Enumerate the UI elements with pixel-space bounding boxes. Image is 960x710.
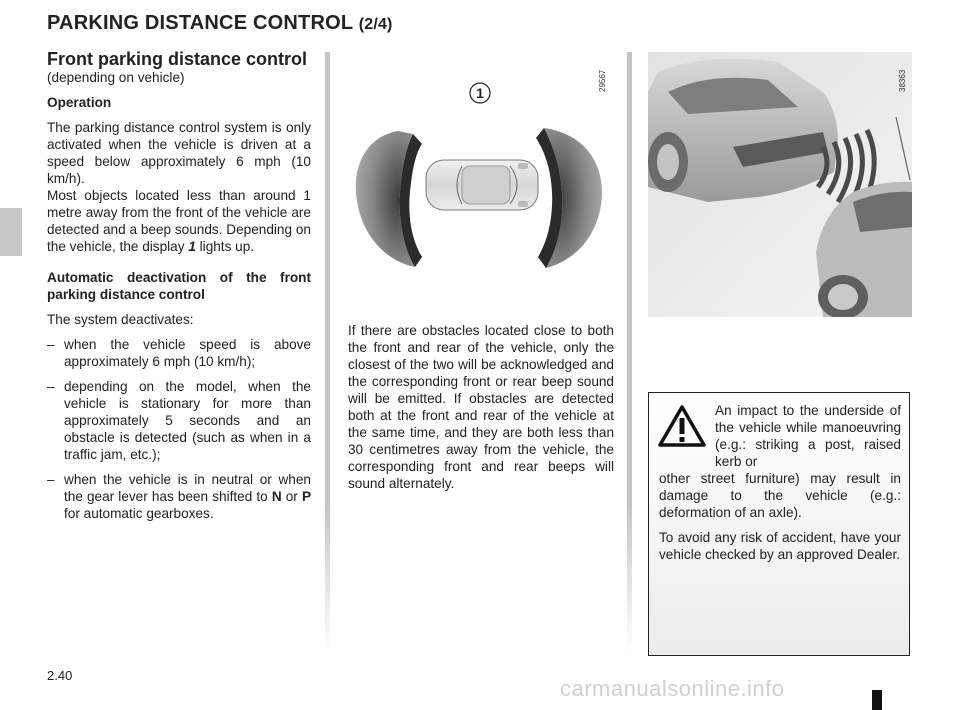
chapter-tab-marker <box>0 208 22 256</box>
column-divider <box>627 52 632 652</box>
obstacle-explanation: If there are obstacles located close to both the front and rear of the vehicle, only the closest of the two will be acknowledged and the corresponding front or rear beep sound will be emitted. If obstacles are detected both at the front and rear of the vehicle at the same time, and they are both less than 30 centimetres away from the vehicle, the corresponding front and rear beeps will sound alternately. <box>348 323 614 491</box>
parking-sensor-diagram <box>340 52 622 292</box>
left-column <box>47 50 311 530</box>
warning-text: An impact to the underside of the vehicle while manoeuvring (e.g.: striking a post, raised kerb or <box>715 403 901 469</box>
deactivation-heading: Automatic deactivation of the front parking distance control <box>47 270 311 302</box>
operation-para-2: Most objects located less than around 1 metre away from the front of the vehicle are detected and a beep sounds. Depending on the vehicle, the display 1 lights up. <box>47 188 311 254</box>
page-title: PARKING DISTANCE CONTROL (2/4) <box>47 12 393 34</box>
operation-para-1: The parking distance control system is only activated when the vehicle is driven at a speed below approximately 6 mph (10 km/h). <box>47 120 311 186</box>
warning-advice: To avoid any risk of accident, have your vehicle checked by an approved Dealer. <box>659 530 901 562</box>
display-reference: 1 <box>188 239 196 254</box>
page-edge-marker <box>872 690 882 710</box>
callout-number: 1 <box>476 85 484 101</box>
warning-text-continued: other street furniture) may result in damage to the vehicle (e.g.: deformation of an axle). To avoid any risk of accident, have your vehicle checked by an approved Dealer. <box>659 471 901 562</box>
deactivates-intro: The system deactivates: <box>47 312 194 327</box>
list-item: – when the vehicle speed is above approximately 6 mph (10 km/h); <box>47 337 311 369</box>
operation-heading: Operation <box>47 95 112 110</box>
list-item: – depending on the model, when the vehicle is stationary for more than approximately 5 seconds and an obstacle is detected (such as when in a traffic jam, etc.); <box>47 379 311 462</box>
car-top-view <box>426 160 538 210</box>
column-divider <box>325 52 330 652</box>
warning-triangle-icon <box>658 404 706 448</box>
section-heading: Front parking distance control <box>47 49 308 69</box>
figure-code: 38363 <box>898 69 907 92</box>
section-heading-note: (depending on vehicle) <box>47 70 185 85</box>
car-photo-illustration <box>648 52 912 317</box>
page-number: 2.40 <box>47 668 73 683</box>
watermark: carmanualsonline.info <box>560 676 785 701</box>
figure-code: 29567 <box>598 69 607 92</box>
page-title-suffix: (2/4) <box>358 16 393 33</box>
list-item: – when the vehicle is in neutral or when the gear lever has been shifted to N or P for automatic gearboxes. <box>47 472 312 521</box>
